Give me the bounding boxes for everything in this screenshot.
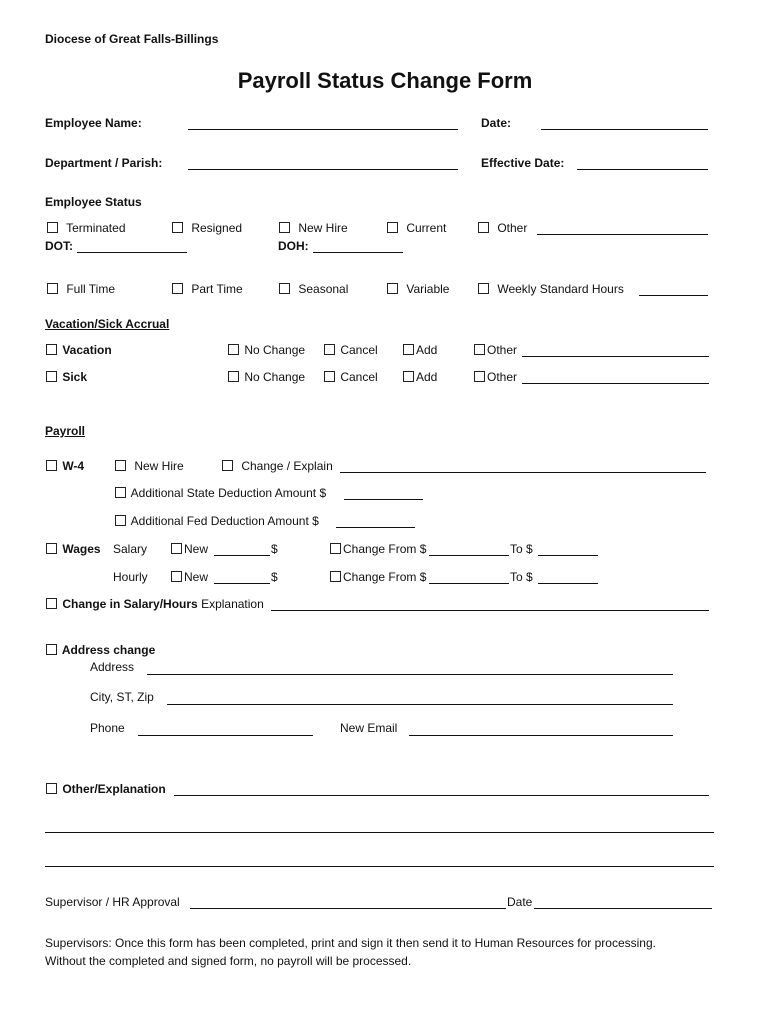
salary-new-field[interactable] xyxy=(214,555,270,556)
checkbox-icon xyxy=(279,222,290,233)
organization-name: Diocese of Great Falls-Billings xyxy=(45,32,219,46)
date-label: Date: xyxy=(481,116,512,130)
footer-instructions-line2: Without the completed and signed form, no payroll will be processed. xyxy=(45,954,412,968)
resigned-option[interactable] xyxy=(172,221,242,235)
dollar-sign: $ xyxy=(271,542,278,556)
checkbox-icon xyxy=(172,222,183,233)
current-option[interactable] xyxy=(387,221,446,235)
checkbox-icon xyxy=(324,344,335,355)
address-label: Address xyxy=(90,660,135,674)
full-time-option[interactable] xyxy=(47,282,115,296)
explanation-line-2[interactable] xyxy=(45,866,714,867)
checkbox-icon xyxy=(171,571,182,582)
employee-name-field[interactable] xyxy=(188,129,458,130)
change-salary-label: Change in Salary/Hours xyxy=(62,597,198,611)
change-explain-field[interactable] xyxy=(340,472,706,473)
sick-option[interactable] xyxy=(46,370,87,384)
cancel-label: Cancel xyxy=(340,343,378,357)
dollar-sign: $ xyxy=(271,570,278,584)
email-field[interactable] xyxy=(409,735,673,736)
w4-label: W-4 xyxy=(62,459,85,473)
new-label: New xyxy=(184,570,209,584)
doh-label: DOH: xyxy=(278,239,309,253)
part-time-option[interactable] xyxy=(172,282,243,296)
checkbox-icon xyxy=(222,460,233,471)
address-change-label: Address change xyxy=(61,643,156,657)
additional-fed-option[interactable] xyxy=(115,514,319,528)
checkbox-icon xyxy=(172,283,183,294)
resigned-label: Resigned xyxy=(191,221,243,235)
other-status-field[interactable] xyxy=(537,234,708,235)
checkbox-icon xyxy=(228,344,239,355)
additional-fed-field[interactable] xyxy=(336,527,415,528)
other-explanation-label: Other/Explanation xyxy=(62,782,166,796)
employee-name-label: Employee Name: xyxy=(45,116,142,130)
salary-label: Salary xyxy=(113,542,148,556)
other-status-label: Other xyxy=(497,221,528,235)
checkbox-icon xyxy=(478,222,489,233)
w4-new-hire-label: New Hire xyxy=(134,459,184,473)
additional-state-label: Additional State Deduction Amount $ xyxy=(130,486,327,500)
terminated-option[interactable] xyxy=(47,221,126,235)
other-label: Other xyxy=(487,370,518,384)
weekly-hours-option[interactable] xyxy=(478,282,624,296)
salary-new-option[interactable] xyxy=(171,542,208,556)
checkbox-icon xyxy=(330,571,341,582)
vacation-add[interactable] xyxy=(403,343,437,357)
additional-fed-label: Additional Fed Deduction Amount $ xyxy=(130,514,319,528)
additional-state-option[interactable] xyxy=(115,486,326,500)
other-explanation-option[interactable] xyxy=(46,782,166,796)
checkbox-icon xyxy=(46,371,57,382)
employee-status-heading: Employee Status xyxy=(45,195,142,209)
add-label: Add xyxy=(416,370,438,384)
checkbox-icon xyxy=(478,283,489,294)
footer-instructions-line1: Supervisors: Once this form has been completed, print and sign it then send it to Human Resources for processing. xyxy=(45,936,656,950)
hourly-new-field[interactable] xyxy=(214,583,270,584)
additional-state-field[interactable] xyxy=(344,499,423,500)
checkbox-icon xyxy=(46,644,57,655)
checkbox-icon xyxy=(387,222,398,233)
no-change-label: No Change xyxy=(244,343,306,357)
new-label: New xyxy=(184,542,209,556)
vacation-no-change[interactable] xyxy=(228,343,305,357)
approval-date-field[interactable] xyxy=(534,908,712,909)
sick-no-change[interactable] xyxy=(228,370,305,384)
checkbox-icon xyxy=(324,371,335,382)
variable-label: Variable xyxy=(406,282,450,296)
w4-new-hire[interactable] xyxy=(115,459,184,473)
phone-field[interactable] xyxy=(138,735,313,736)
checkbox-icon xyxy=(115,460,126,471)
other-explanation-field[interactable] xyxy=(174,795,709,796)
phone-label: Phone xyxy=(90,721,125,735)
explanation-line-1[interactable] xyxy=(45,832,714,833)
new-hire-option[interactable] xyxy=(279,221,348,235)
vacation-other-field[interactable] xyxy=(522,356,709,357)
hourly-to-field[interactable] xyxy=(538,583,598,584)
hourly-from-field[interactable] xyxy=(429,583,509,584)
city-label: City, ST, Zip xyxy=(90,690,154,704)
vacation-cancel[interactable] xyxy=(324,343,378,357)
sick-other[interactable] xyxy=(474,370,517,384)
checkbox-icon xyxy=(115,487,126,498)
explanation-label: Explanation xyxy=(201,597,264,611)
payroll-heading: Payroll xyxy=(45,424,86,438)
checkbox-icon xyxy=(47,222,58,233)
sick-add[interactable] xyxy=(403,370,437,384)
checkbox-icon xyxy=(46,543,57,554)
to-label: To $ xyxy=(510,542,533,556)
checkbox-icon xyxy=(403,371,414,382)
checkbox-icon xyxy=(115,515,126,526)
current-label: Current xyxy=(406,221,447,235)
approval-label: Supervisor / HR Approval xyxy=(45,895,180,909)
change-salary-option[interactable] xyxy=(46,597,264,611)
address-field[interactable] xyxy=(147,674,673,675)
seasonal-option[interactable] xyxy=(279,282,348,296)
wages-option[interactable] xyxy=(46,542,101,556)
salary-to-field[interactable] xyxy=(538,555,598,556)
no-change-label: No Change xyxy=(244,370,306,384)
checkbox-icon xyxy=(403,344,414,355)
checkbox-icon xyxy=(46,783,57,794)
checkbox-icon xyxy=(46,344,57,355)
checkbox-icon xyxy=(474,344,485,355)
checkbox-icon xyxy=(47,283,58,294)
city-field[interactable] xyxy=(167,704,673,705)
cancel-label: Cancel xyxy=(340,370,378,384)
vacation-label: Vacation xyxy=(62,343,112,357)
sick-other-field[interactable] xyxy=(522,383,709,384)
dot-field[interactable] xyxy=(77,252,187,253)
terminated-label: Terminated xyxy=(66,221,126,235)
w4-change-explain[interactable] xyxy=(222,459,333,473)
w4-option[interactable] xyxy=(46,459,84,473)
to-label: To $ xyxy=(510,570,533,584)
weekly-hours-field[interactable] xyxy=(639,295,708,296)
hourly-new-option[interactable] xyxy=(171,570,208,584)
change-from-label: Change From $ xyxy=(343,570,427,584)
vacation-option[interactable] xyxy=(46,343,112,357)
doh-field[interactable] xyxy=(313,252,403,253)
hourly-change-option[interactable] xyxy=(330,570,426,584)
new-hire-label: New Hire xyxy=(298,221,348,235)
department-field[interactable] xyxy=(188,169,458,170)
other-status-option[interactable] xyxy=(478,221,527,235)
seasonal-label: Seasonal xyxy=(298,282,349,296)
department-label: Department / Parish: xyxy=(45,156,163,170)
checkbox-icon xyxy=(228,371,239,382)
salary-from-field[interactable] xyxy=(429,555,509,556)
checkbox-icon xyxy=(474,371,485,382)
vacation-other[interactable] xyxy=(474,343,517,357)
weekly-hours-label: Weekly Standard Hours xyxy=(497,282,624,296)
checkbox-icon xyxy=(46,598,57,609)
checkbox-icon xyxy=(330,543,341,554)
accrual-heading: Vacation/Sick Accrual xyxy=(45,317,170,331)
change-explain-label: Change / Explain xyxy=(241,459,333,473)
full-time-label: Full Time xyxy=(66,282,116,296)
checkbox-icon xyxy=(279,283,290,294)
approval-date-label: Date xyxy=(507,895,533,909)
address-change-option[interactable] xyxy=(46,643,155,657)
approval-signature-field[interactable] xyxy=(190,908,506,909)
effective-date-field[interactable] xyxy=(577,169,708,170)
checkbox-icon xyxy=(387,283,398,294)
checkbox-icon xyxy=(46,460,57,471)
email-label: New Email xyxy=(340,721,398,735)
wages-label: Wages xyxy=(62,542,101,556)
change-salary-field[interactable] xyxy=(271,610,709,611)
sick-cancel[interactable] xyxy=(324,370,378,384)
salary-change-option[interactable] xyxy=(330,542,426,556)
date-field[interactable] xyxy=(541,129,708,130)
other-label: Other xyxy=(487,343,518,357)
form-title: Payroll Status Change Form xyxy=(237,68,533,93)
sick-label: Sick xyxy=(62,370,88,384)
effective-date-label: Effective Date: xyxy=(481,156,565,170)
part-time-label: Part Time xyxy=(191,282,243,296)
dot-label: DOT: xyxy=(45,239,73,253)
add-label: Add xyxy=(416,343,438,357)
variable-option[interactable] xyxy=(387,282,449,296)
checkbox-icon xyxy=(171,543,182,554)
change-from-label: Change From $ xyxy=(343,542,427,556)
hourly-label: Hourly xyxy=(113,570,148,584)
